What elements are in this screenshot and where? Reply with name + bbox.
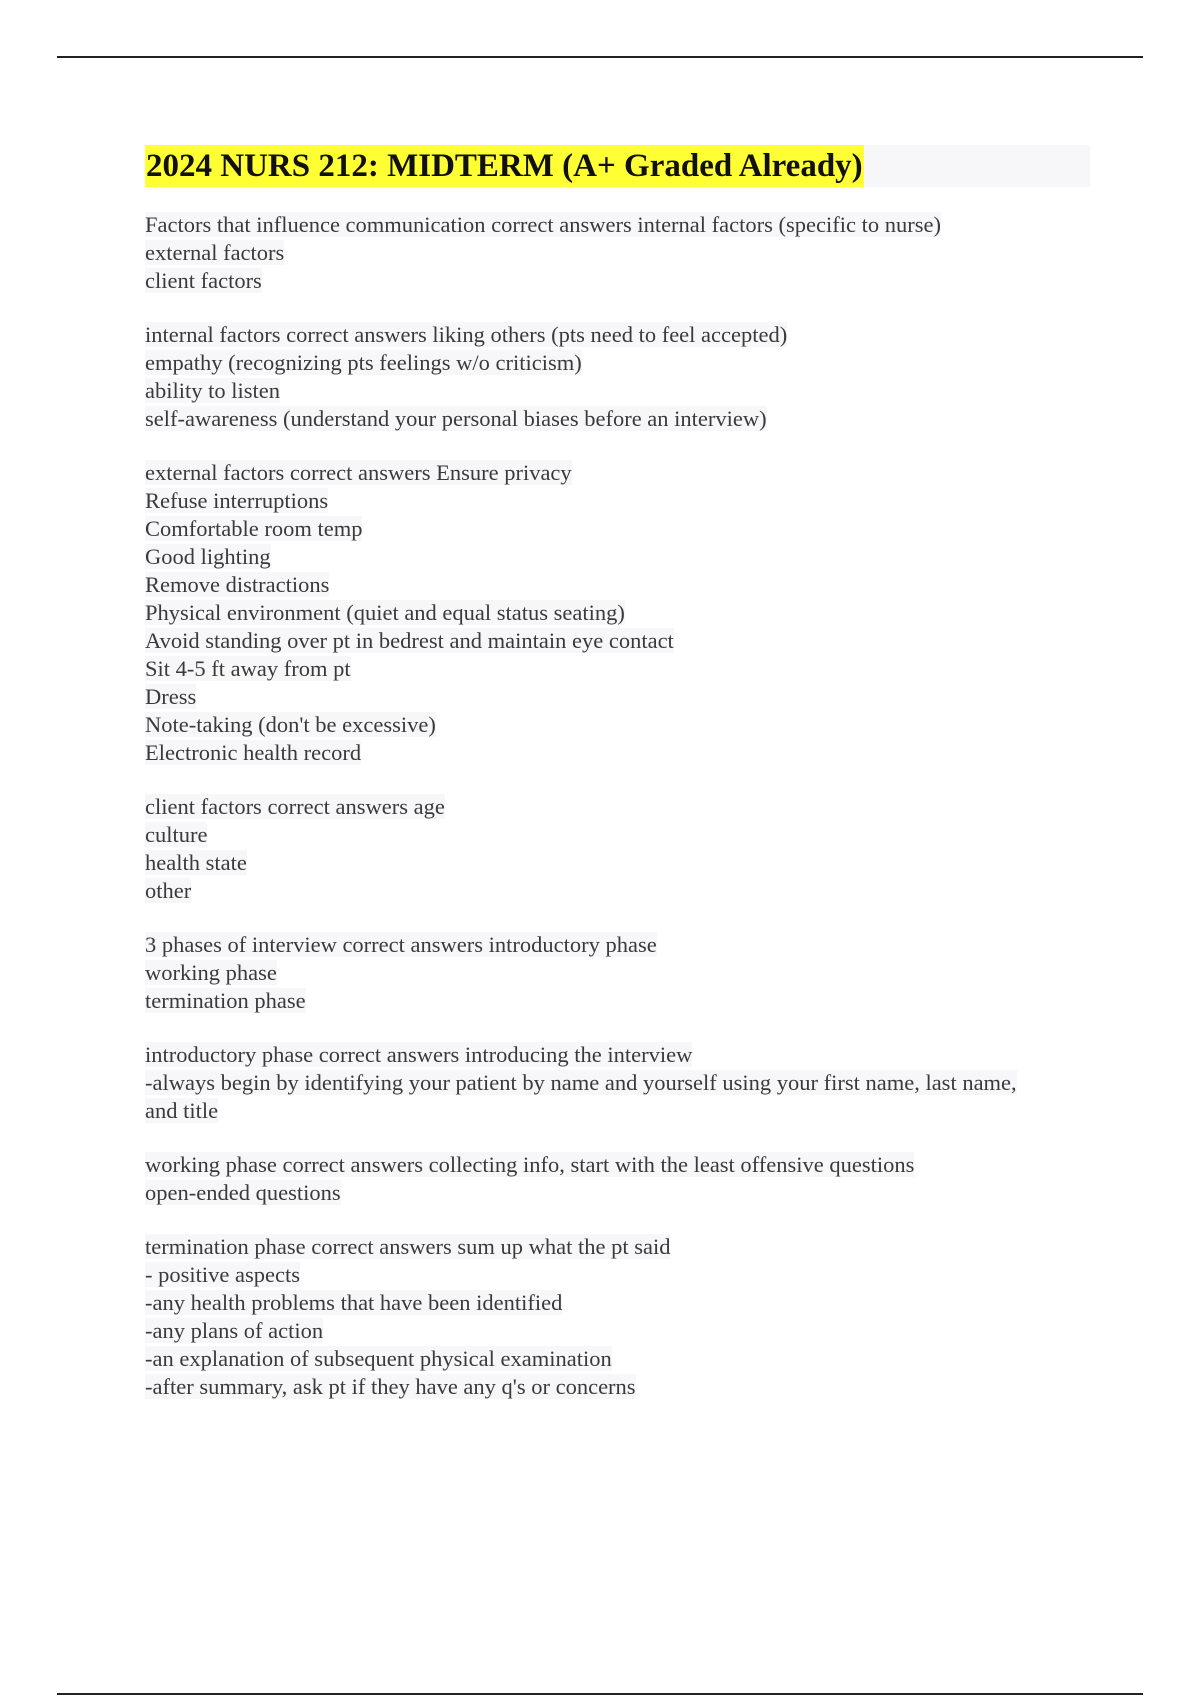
text-line [145,959,1090,987]
text-line [145,1233,1090,1261]
text-line [145,711,1090,739]
text-line-content: -any health problems that have been identified [145,1290,563,1315]
text-line-content: empathy (recognizing pts feelings w/o criticism) [145,350,582,375]
text-line-content: Physical environment (quiet and equal status seating) [145,600,625,625]
text-line-content: ability to listen [145,378,280,403]
text-line-content: termination phase [145,988,306,1013]
text-line-content: Remove distractions [145,572,330,597]
text-line [145,1261,1090,1289]
qa-block [145,211,1090,295]
text-line-content: Note-taking (don't be excessive) [145,712,436,737]
text-line-content: -after summary, ask pt if they have any q's or concerns [145,1374,636,1399]
text-line [145,459,1090,487]
text-line [145,405,1090,433]
text-line [145,1179,1090,1207]
text-line [145,487,1090,515]
qa-block [145,1041,1090,1125]
text-line-content: Avoid standing over pt in bedrest and maintain eye contact [145,628,674,653]
document-body [145,145,1090,1427]
document-title: 2024 NURS 212: MIDTERM (A+ Graded Already) [145,145,864,187]
text-line-content: 3 phases of interview correct answers introductory phase [145,932,657,957]
text-line-content: culture [145,822,208,847]
qa-block [145,321,1090,433]
text-line-content: termination phase correct answers sum up what the pt said [145,1234,671,1259]
text-line-content: self-awareness (understand your personal biases before an interview) [145,406,767,431]
text-line [145,377,1090,405]
text-line-content: -any plans of action [145,1318,324,1343]
qa-block [145,931,1090,1015]
text-line [145,1151,1090,1179]
text-line [145,1097,1090,1125]
text-line [145,267,1090,295]
text-line [145,987,1090,1015]
text-line [145,1373,1090,1401]
qa-block [145,459,1090,767]
text-line [145,1317,1090,1345]
text-line-content: other [145,878,192,903]
text-line [145,931,1090,959]
qa-block [145,1233,1090,1401]
text-line-content: Factors that influence communication correct answers internal factors (specific to nurse) [145,212,941,237]
text-line-content: Comfortable room temp [145,516,363,541]
text-line [145,1289,1090,1317]
text-line [145,739,1090,767]
text-line-content: introductory phase correct answers introducing the interview [145,1042,693,1067]
text-line [145,599,1090,627]
text-line [145,627,1090,655]
text-line [145,1041,1090,1069]
text-line [145,655,1090,683]
text-line-content: open-ended questions [145,1180,341,1205]
text-line-content: Dress [145,684,197,709]
text-line [145,1069,1090,1097]
text-line [145,211,1090,239]
text-line-content: working phase correct answers collecting info, start with the least offensive questions [145,1152,915,1177]
text-line [145,321,1090,349]
text-line-content: external factors correct answers Ensure privacy [145,460,572,485]
top-rule [57,56,1143,58]
text-line-content: -always begin by identifying your patient by name and yourself using your first name, last name, [145,1070,1017,1095]
text-line [145,849,1090,877]
text-line-content: -an explanation of subsequent physical examination [145,1346,612,1371]
text-line [145,683,1090,711]
text-line [145,821,1090,849]
qa-blocks [145,211,1090,1401]
text-line [145,877,1090,905]
qa-block [145,793,1090,905]
text-line [145,543,1090,571]
text-line-content: Sit 4-5 ft away from pt [145,656,351,681]
text-line [145,571,1090,599]
text-line-content: working phase [145,960,277,985]
text-line-content: Refuse interruptions [145,488,329,513]
text-line-content: client factors correct answers age [145,794,445,819]
text-line-content: and title [145,1098,219,1123]
text-line-content: client factors [145,268,262,293]
qa-block [145,1151,1090,1207]
text-line-content: internal factors correct answers liking others (pts need to feel accepted) [145,322,788,347]
text-line [145,515,1090,543]
text-line [145,793,1090,821]
bottom-rule [57,1693,1143,1695]
text-line-content: Good lighting [145,544,271,569]
text-line-content: health state [145,850,247,875]
text-line [145,239,1090,267]
text-line-content: Electronic health record [145,740,362,765]
text-line-content: external factors [145,240,285,265]
text-line-content: - positive aspects [145,1262,300,1287]
title-row [145,145,1090,187]
text-line [145,1345,1090,1373]
text-line [145,349,1090,377]
